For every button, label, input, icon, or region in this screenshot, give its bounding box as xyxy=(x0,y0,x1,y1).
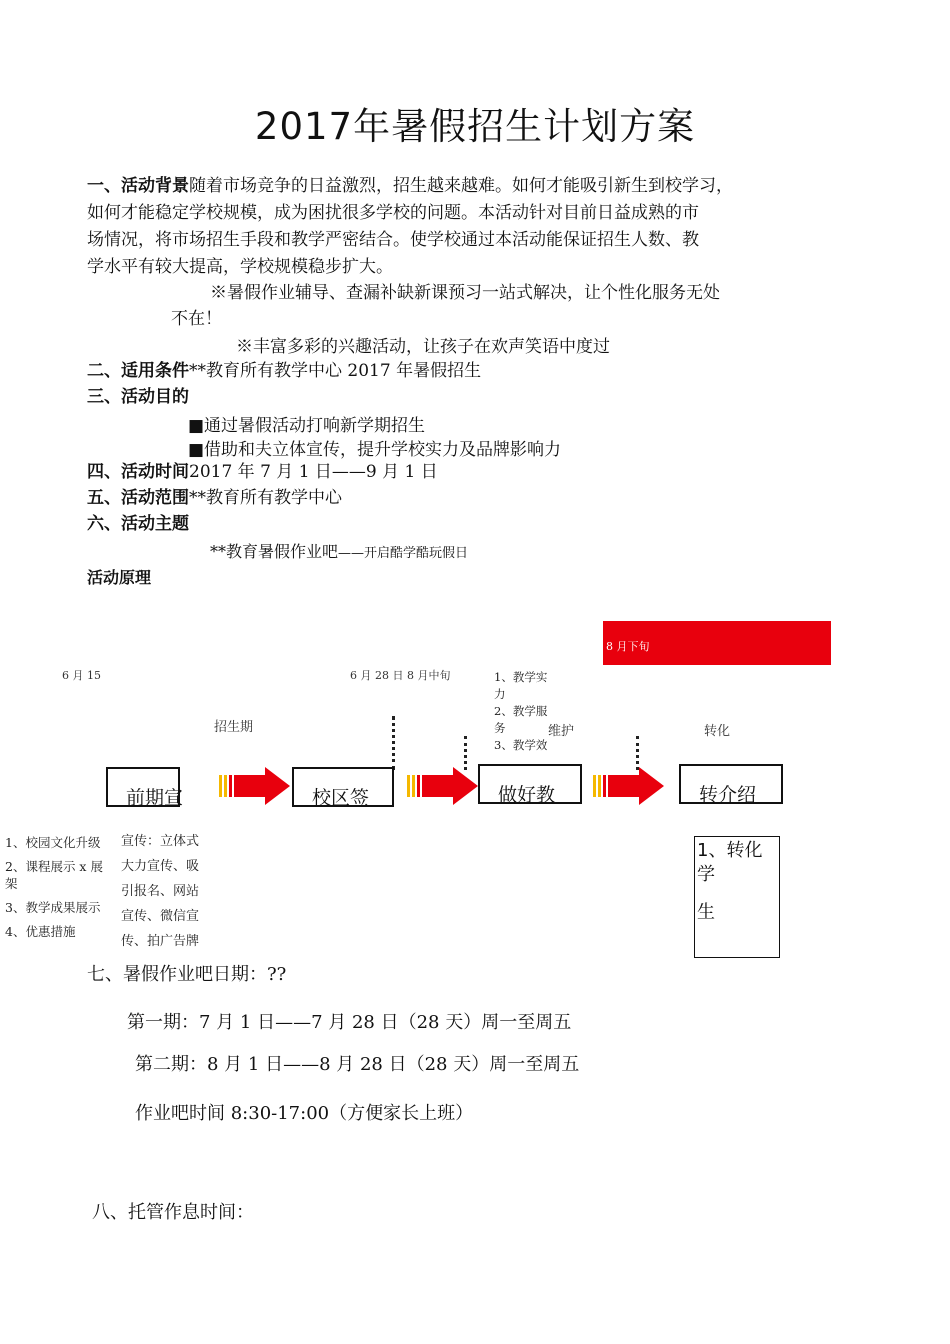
section-4-label: 四、活动时间 xyxy=(87,462,189,482)
top-mid-date: 6 月 28 日 8 月中旬 xyxy=(350,669,451,682)
section-2-label: 二、适用条件 xyxy=(87,361,189,381)
convert-students-box xyxy=(694,836,780,958)
section-4 xyxy=(87,460,438,484)
highlight-2: ※丰富多彩的兴趣活动，让孩子在欢声笑语中度过 xyxy=(236,337,610,357)
maintain-label: 维护 xyxy=(548,724,575,739)
mid-list-item: 力 xyxy=(494,687,506,701)
step-box-campus-sign xyxy=(292,767,394,807)
mid-list-item: 2、教学服 xyxy=(494,704,548,718)
left-list-item: 2、课程展示 x 展 xyxy=(5,859,103,874)
theme-sub: ——开启酷学酷玩假日 xyxy=(338,546,469,561)
convert-label-clip xyxy=(704,722,744,739)
section-6-theme xyxy=(210,539,468,562)
step-label: 校区签 xyxy=(312,787,370,809)
section-4-text: 2017 年 7 月 1 日——9 月 1 日 xyxy=(189,462,438,482)
background-line-2: 如何才能稳定学校规模，成为困扰很多学校的问题。本活动针对目前日益成熟的市 xyxy=(87,203,699,223)
mid-list-item: 3、教学效 xyxy=(494,738,548,752)
separator-dotted-2 xyxy=(464,736,467,770)
left-list-item: 架 xyxy=(5,876,18,891)
top-mid-date-clip xyxy=(350,670,465,680)
mid-list-item: 1、教学实 xyxy=(494,670,548,684)
mid-list-item: 务 xyxy=(494,721,506,735)
section-3-label: 三、活动目的 xyxy=(87,387,189,407)
promo-list xyxy=(121,829,203,949)
separator-dotted-3 xyxy=(636,736,639,770)
convert-box-line: 学 xyxy=(697,864,715,885)
step-label: 前期宣 xyxy=(126,787,184,809)
promo-line: 传、拍广告牌 xyxy=(121,934,200,949)
left-list-item: 3、教学成果展示 xyxy=(5,900,101,915)
convert-box-line: 1、转化 xyxy=(697,840,763,861)
convert-label: 转化 xyxy=(704,724,731,739)
theme-main: **教育暑假作业吧 xyxy=(210,542,339,561)
section-5 xyxy=(87,486,342,510)
background-label: 一、活动背景 xyxy=(87,176,189,196)
section-2 xyxy=(87,359,481,383)
promo-line: 宣传：立体式 xyxy=(121,834,200,849)
section-7-period-2: 第二期：8 月 1 日——8 月 28 日（28 天）周一至周五 xyxy=(135,1054,580,1075)
background-line-4: 学水平有较大提高，学校规模稳步扩大。 xyxy=(87,257,393,277)
promo-line: 大力宣传、吸 xyxy=(121,859,200,874)
flow-arrow-icon xyxy=(219,766,291,806)
promo-line: 宣传、微信宣 xyxy=(121,909,200,924)
page-title: 2017年暑假招生计划方案 xyxy=(254,105,696,148)
convert-box-spacer xyxy=(697,887,777,901)
principle-label: 活动原理 xyxy=(87,568,152,587)
red-banner-text: 8 月下旬 xyxy=(606,640,650,653)
promo-line: 引报名、网站 xyxy=(121,884,200,899)
maintain-label-clip xyxy=(548,722,588,739)
background-line-1 xyxy=(87,173,733,199)
top-left-date: 6 月 15 xyxy=(62,669,101,682)
period-label: 招生期 xyxy=(214,720,254,735)
left-list-item: 4、优惠措施 xyxy=(5,924,76,939)
step-box-referral xyxy=(679,764,783,804)
flow-arrow-icon xyxy=(407,766,479,806)
left-list xyxy=(5,834,113,940)
step-label: 转介绍 xyxy=(699,784,757,806)
red-banner xyxy=(603,621,831,665)
section-7-period-1: 第一期：7 月 1 日——7 月 28 日（28 天）周一至周五 xyxy=(127,1012,572,1033)
background-line-3: 场情况，将市场招生手段和教学严密结合。使学校通过本活动能保证招生人数、教 xyxy=(87,230,699,250)
flow-arrow-icon xyxy=(593,766,665,806)
background-text-1: 随着市场竞争的日益激烈，招生越来越难。如何才能吸引新生到校学习， xyxy=(189,176,733,196)
highlight-1-line-2: 不在！ xyxy=(171,309,222,329)
section-2-text: **教育所有教学中心 2017 年暑假招生 xyxy=(189,361,482,381)
section-5-label: 五、活动范围 xyxy=(87,488,189,508)
section-5-text: **教育所有教学中心 xyxy=(189,488,342,508)
section-6-label: 六、活动主题 xyxy=(87,514,189,534)
section-7-heading: 七、暑假作业吧日期：?? xyxy=(87,964,287,985)
section-7-hours: 作业吧时间 8:30-17:00（方便家长上班） xyxy=(135,1103,474,1124)
section-3-item-1: ■通过暑假活动打响新学期招生 xyxy=(188,416,426,436)
step-label: 做好教 xyxy=(498,784,556,806)
step-box-teaching xyxy=(478,764,582,804)
section-3-item-2: ■借助和夫立体宣传，提升学校实力及品牌影响力 xyxy=(188,440,562,460)
section-8-heading: 八、托管作息时间： xyxy=(92,1202,254,1223)
top-left-date-clip xyxy=(62,670,112,680)
separator-dotted-1 xyxy=(392,716,395,770)
highlight-1-line-1: ※暑假作业辅导、查漏补缺新课预习一站式解决，让个性化服务无处 xyxy=(210,283,720,303)
left-list-item: 1、校园文化升级 xyxy=(5,835,101,850)
step-box-promo xyxy=(106,767,184,809)
convert-box-line: 生 xyxy=(697,902,715,923)
